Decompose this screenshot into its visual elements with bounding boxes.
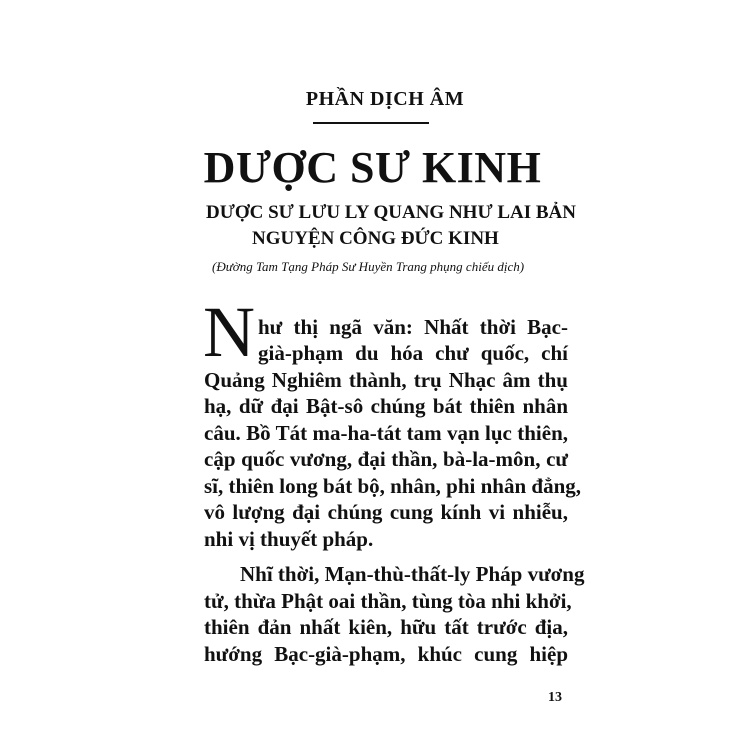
heading-rule [313,122,429,124]
section-heading: PHẦN DỊCH ÂM [305,88,465,110]
body-line: sĩ, thiên long bát bộ, nhân, phi nhân đẳng, [204,474,582,498]
body-line: hướng Bạc-già-phạm, khúc cung hiệp [204,642,568,666]
drop-cap: N [203,292,255,372]
body-line: hạ, dữ đại Bật-sô chúng bát thiên nhân [204,394,568,418]
body-line: Quảng Nghiêm thành, trụ Nhạc âm thụ [204,368,568,392]
body-line: thiên đản nhất kiên, hữu tất trước địa, [204,615,568,639]
body-line: câu. Bồ Tát ma-ha-tát tam vạn lục thiên, [204,421,568,445]
body-line: Nhĩ thời, Mạn-thù-thất-ly Pháp vương [240,562,585,586]
page-number: 13 [548,690,562,705]
subtitle-line-1: DƯỢC SƯ LƯU LY QUANG NHƯ LAI BẢN [206,202,576,223]
body-line: cập quốc vương, đại thần, bà-la-môn, cư [204,447,568,471]
subtitle-line-2: NGUYỆN CÔNG ĐỨC KINH [252,228,499,249]
page-title: DƯỢC SƯ KINH [203,143,542,192]
body-line: nhi vị thuyết pháp. [204,527,374,551]
translator-note: (Đường Tam Tạng Pháp Sư Huyền Trang phụng chiếu dịch) [212,259,525,274]
body-line: vô lượng đại chúng cung kính vi nhiễu, [204,500,568,524]
body-line: tử, thừa Phật oai thần, tùng tòa nhi khởi, [204,589,572,613]
body-line: hư thị ngã văn: Nhất thời Bạc- [258,315,568,339]
body-line: già-phạm du hóa chư quốc, chí [258,341,568,365]
